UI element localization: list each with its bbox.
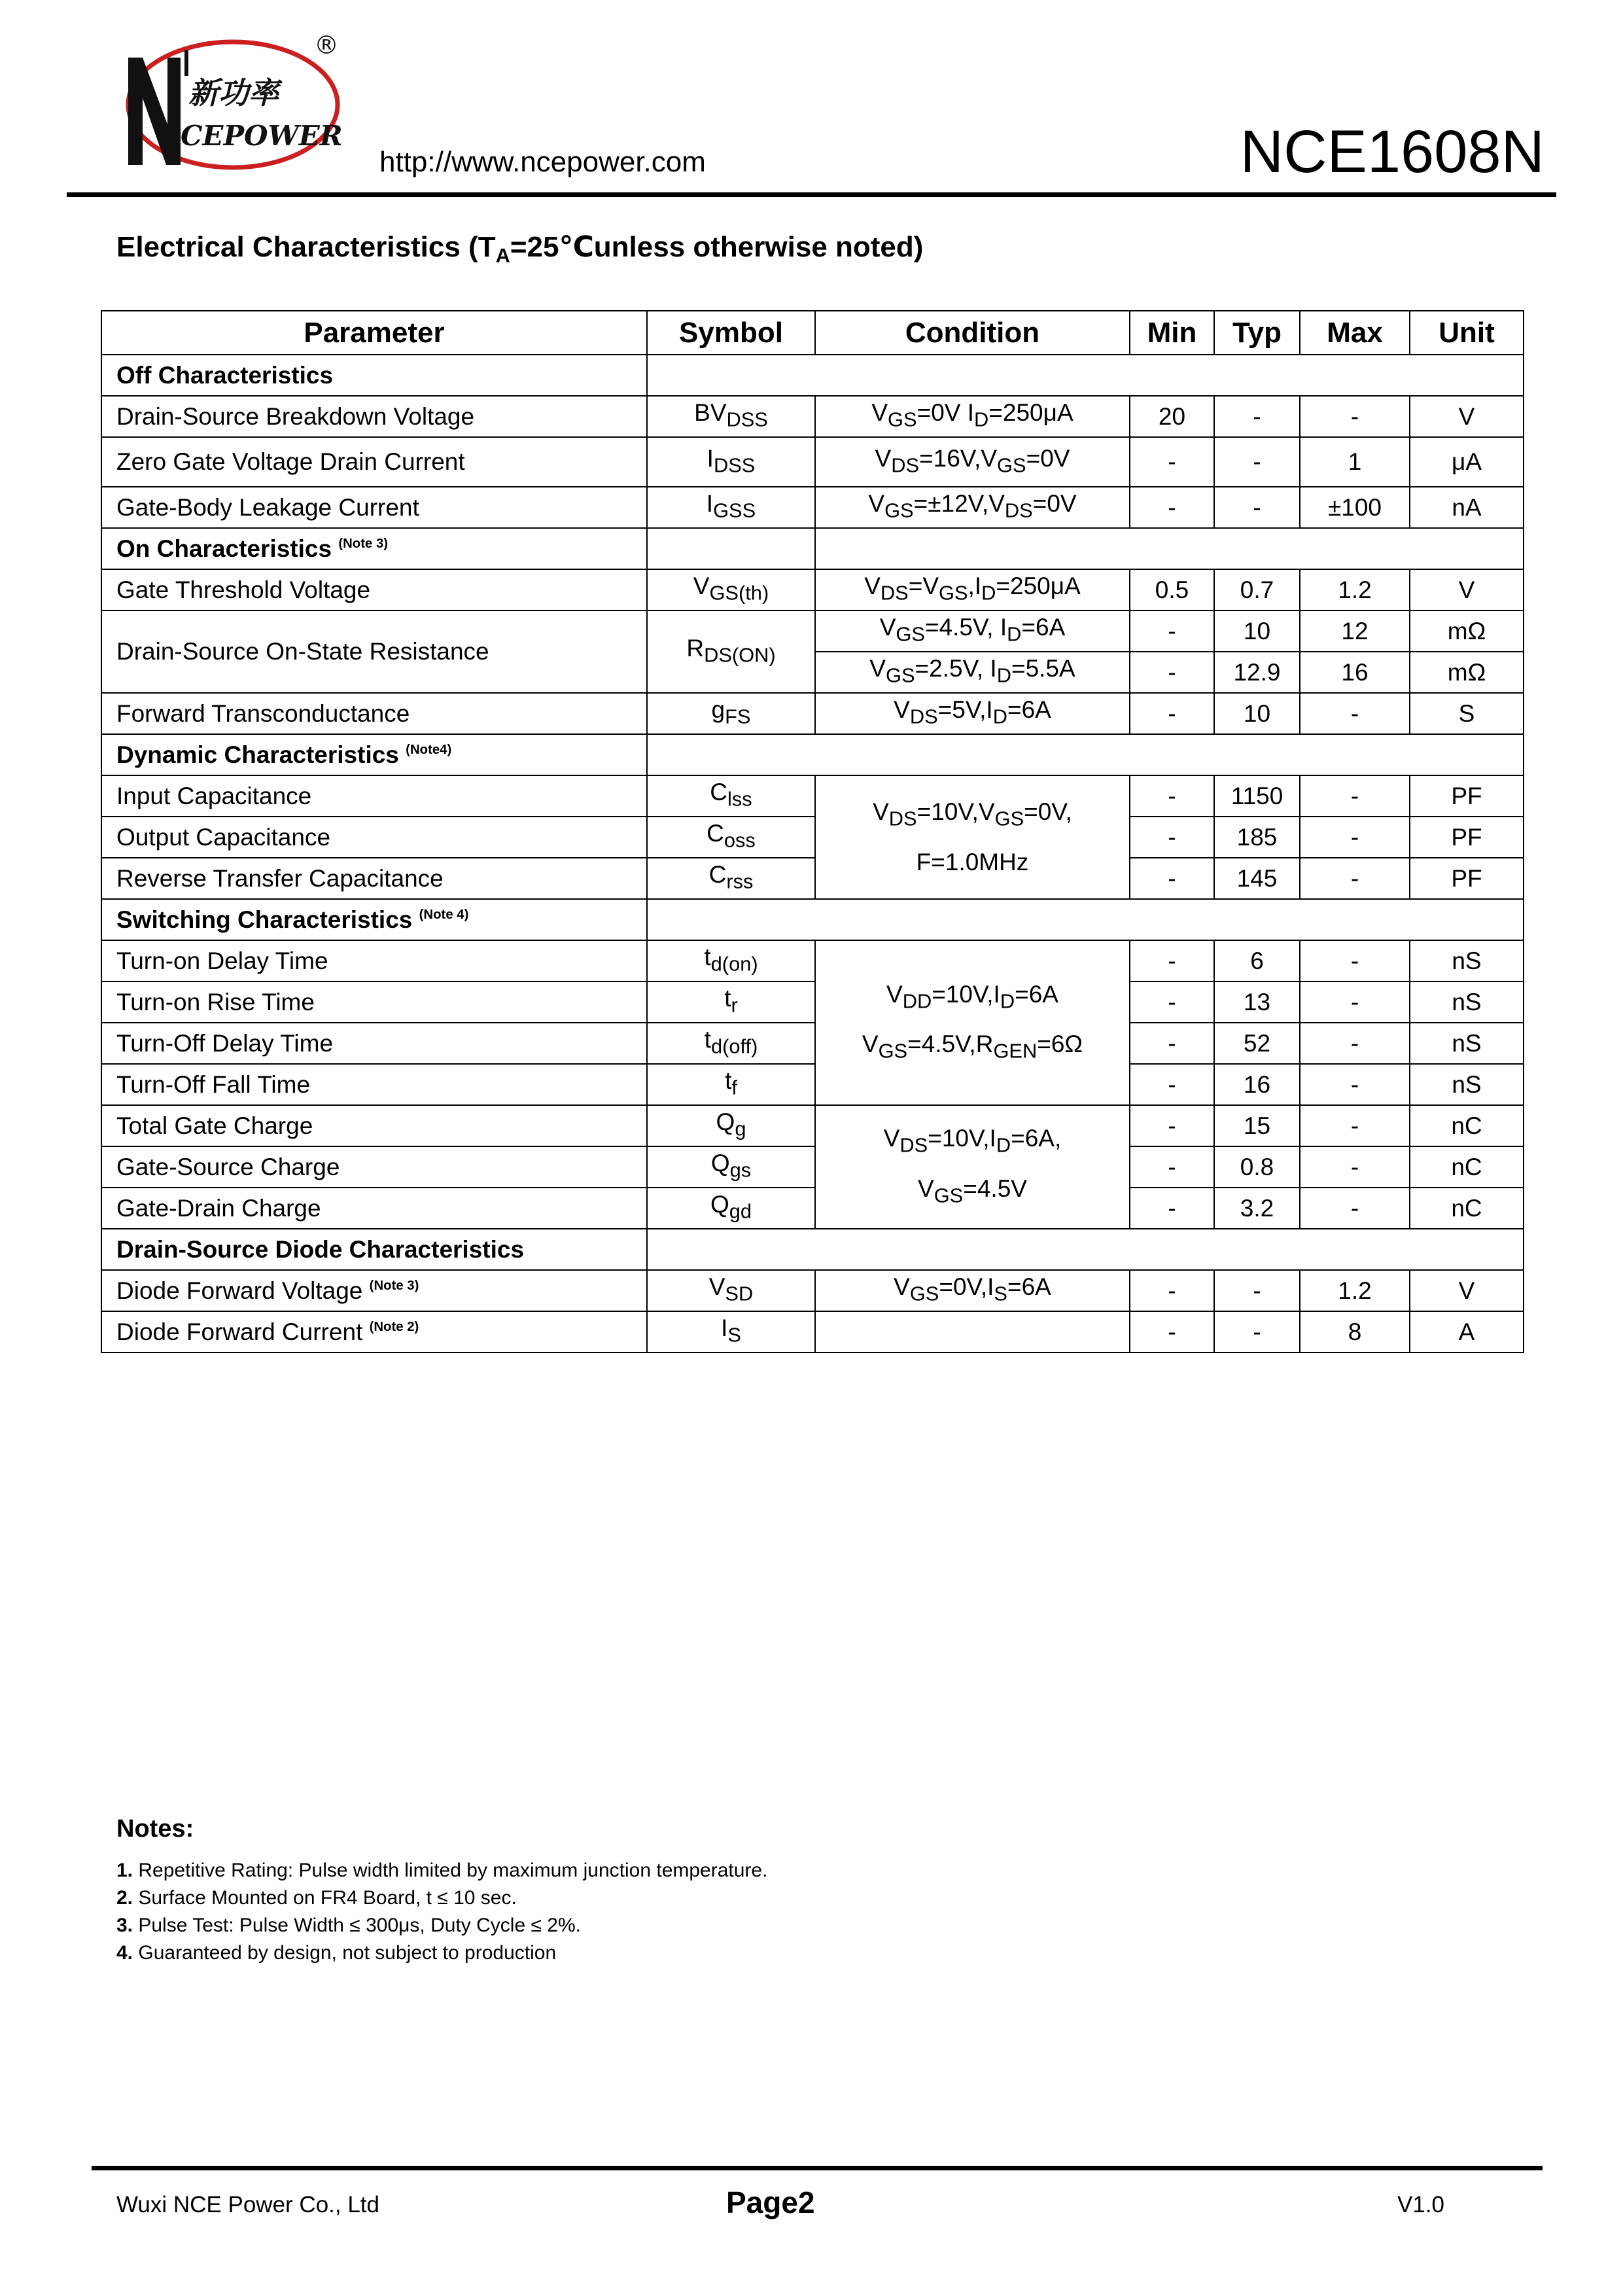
notes-section	[116, 1812, 767, 1967]
table-header-row	[101, 311, 1524, 355]
section-title-diode: Drain-Source Diode Characteristics	[101, 1229, 647, 1270]
condition-cell: $V_{GS}=2.5V$, $I_D=5.5A$	[815, 652, 1130, 693]
table-row: Gate-Body Leakage Current $I_{GSS}$ $V_{GS}=\pm 12V,V_{DS}=0V$ - - ±100 nA	[101, 487, 1524, 528]
condition-cell: $V_{DS}=16V,V_{GS}=0V$	[815, 437, 1130, 487]
section-row-diode	[101, 1229, 1524, 1270]
logo-english-text: CEPOWER	[181, 120, 343, 152]
table-row: Output Capacitance $C_{oss}$ - 185 - PF	[101, 817, 1524, 858]
section-row-off	[101, 355, 1524, 396]
footer-divider	[92, 2166, 1543, 2170]
col-header-min: Min	[1130, 311, 1214, 355]
col-header-unit: Unit	[1410, 311, 1524, 355]
company-logo	[116, 26, 352, 183]
note-item: 1. Repetitive Rating: Pulse width limited by maximum junction temperature.	[116, 1860, 768, 1881]
table-row: Turn-Off Delay Time $t_{d(off)}$ - 52 - nS	[101, 1023, 1524, 1064]
section-title-switching: Switching Characteristics	[116, 906, 413, 933]
condition-cell: $V_{DS}=5V,I_D=6A$	[815, 693, 1130, 734]
table-row: Diode Forward Voltage $^{(Note 3)}$ $V_{SD}$ $V_{GS}=0V,I_S=6A$ - - 1.2 V	[101, 1270, 1524, 1311]
section-title: Electrical Characteristics ($T_A=25℃unless$ otherwise noted)	[116, 231, 924, 268]
symbol-cell: $I_S$	[647, 1311, 815, 1352]
condition-cell: $V_{DS}=10V,I_D=6A$, $V_{GS}=4.5V$	[815, 1105, 1130, 1229]
electrical-characteristics-table	[101, 310, 1524, 1353]
condition-cell: $V_{GS}=4.5V$, $I_D=6A$	[815, 610, 1130, 652]
col-header-max: Max	[1300, 311, 1410, 355]
table-row: Drain-Source On-State Resistance $R_{DS(ON)}$ $V_{GS}=4.5V$, $I_D=6A$ - 10 12 mΩ	[101, 610, 1524, 652]
condition-cell: $V_{DD}=10V,I_D=6A$ $V_{GS}=4.5V,R_{GEN}=6\Omega$	[815, 940, 1130, 1105]
symbol-cell: $Q_g$	[647, 1105, 815, 1146]
condition-cell: $V_{GS}=0V,I_S=6A$	[815, 1270, 1130, 1311]
symbol-cell: $t_{d(off)}$	[647, 1023, 815, 1064]
condition-cell: $V_{DS}=V_{GS},I_D=250\mu A$	[815, 569, 1130, 610]
table-row: Reverse Transfer Capacitance $C_{rss}$ - 145 - PF	[101, 858, 1524, 899]
logo-chinese-text: 新功率	[188, 75, 279, 111]
symbol-cell: $V_{GS(th)}$	[647, 569, 815, 610]
table-row: Forward Transconductance $g_{FS}$ $V_{DS}=5V,I_D=6A$ - 10 - S	[101, 693, 1524, 734]
symbol-cell: $I_{DSS}$	[647, 437, 815, 487]
table-row: Gate-Source Charge $Q_{gs}$ - 0.8 - nC	[101, 1146, 1524, 1188]
condition-cell: $V_{GS}=\pm 12V,V_{DS}=0V$	[815, 487, 1130, 528]
symbol-cell: $BV_{DSS}$	[647, 396, 815, 437]
table-row: Zero Gate Voltage Drain Current $I_{DSS}$ $V_{DS}=16V,V_{GS}=0V$ - - 1 μA	[101, 437, 1524, 487]
note-item: 4. Guaranteed by design, not subject to production	[116, 1942, 557, 1964]
section-row-dynamic: Dynamic Characteristics $^{(Note4)}$	[101, 734, 1524, 775]
registered-mark: ®	[314, 31, 339, 60]
table-row: Turn-on Rise Time $t_r$ - 13 - nS	[101, 981, 1524, 1023]
symbol-cell: $t_{d(on)}$	[647, 940, 815, 981]
symbol-cell: $C_{lss}$	[647, 775, 815, 817]
header-divider	[67, 192, 1556, 197]
col-header-typ: Typ	[1214, 311, 1300, 355]
symbol-cell: $R_{DS(ON)}$	[647, 610, 815, 693]
note-item: 3. Pulse Test: Pulse Width ≤ 300μs, Duty Cycle ≤ 2%.	[116, 1915, 581, 1936]
symbol-cell: $V_{SD}$	[647, 1270, 815, 1311]
symbol-cell: $t_r$	[647, 981, 815, 1023]
table-row: Input Capacitance $C_{lss}$ $V_{DS}=10V,V_{GS}=0V$, F=1.0MHz - 1150 - PF	[101, 775, 1524, 817]
symbol-cell: $t_f$	[647, 1064, 815, 1105]
symbol-cell: $I_{GSS}$	[647, 487, 815, 528]
section-title-on: On Characteristics	[116, 535, 332, 562]
condition-cell	[815, 1311, 1130, 1352]
table-row: Diode Forward Current $^{(Note 2)}$ $I_S$ - - 8 A	[101, 1311, 1524, 1352]
col-header-symbol: Symbol	[647, 311, 815, 355]
section-title-dynamic: Dynamic Characteristics	[116, 741, 399, 768]
version-label: V1.0	[1397, 2192, 1444, 2217]
section-row-on: On Characteristics $^{(Note 3)}$	[101, 528, 1524, 569]
table-row: Turn-on Delay Time $t_{d(on)}$ $V_{DD}=10V,I_D=6A$ $V_{GS}=4.5V,R_{GEN}=6\Omega$ - 6 - nS	[101, 940, 1524, 981]
section-title-off: Off Characteristics	[101, 355, 647, 396]
table-row: Gate Threshold Voltage $V_{GS(th)}$ $V_{DS}=V_{GS},I_D=250\mu A$ 0.5 0.7 1.2 V	[101, 569, 1524, 610]
company-name: Wuxi NCE Power Co., Ltd	[116, 2192, 379, 2217]
table-row: Gate-Drain Charge $Q_{gd}$ - 3.2 - nC	[101, 1188, 1524, 1229]
table-row: $V_{GS}=2.5V$, $I_D=5.5A$ - 12.9 16 mΩ	[101, 652, 1524, 693]
condition-cell: $V_{DS}=10V,V_{GS}=0V$, F=1.0MHz	[815, 775, 1130, 899]
website-url[interactable]: http://www.ncepower.com	[379, 146, 706, 178]
table-row: Drain-Source Breakdown Voltage $BV_{DSS}$ $V_{GS}=0V$ $I_D=250\mu A$ 20 - - V	[101, 396, 1524, 437]
table-row: Total Gate Charge $Q_g$ $V_{DS}=10V,I_D=6A$, $V_{GS}=4.5V$ - 15 - nC	[101, 1105, 1524, 1146]
symbol-cell: $Q_{gs}$	[647, 1146, 815, 1188]
symbol-cell: $Q_{gd}$	[647, 1188, 815, 1229]
note-item: 2. Surface Mounted on FR4 Board, t ≤ 10 sec.	[116, 1887, 517, 1909]
symbol-cell: $C_{rss}$	[647, 858, 815, 899]
col-header-condition: Condition	[815, 311, 1130, 355]
condition-cell: $V_{GS}=0V$ $I_D=250\mu A$	[815, 396, 1130, 437]
col-header-parameter: Parameter	[101, 311, 647, 355]
section-row-switching: Switching Characteristics $^{(Note 4)}$	[101, 899, 1524, 940]
symbol-cell: $C_{oss}$	[647, 817, 815, 858]
notes-title: Notes:	[116, 1815, 194, 1843]
table-row: Turn-Off Fall Time $t_f$ - 16 - nS	[101, 1064, 1524, 1105]
symbol-cell: $g_{FS}$	[647, 693, 815, 734]
page-number: Page2	[726, 2185, 815, 2219]
part-number: NCE1608N	[1240, 118, 1544, 185]
